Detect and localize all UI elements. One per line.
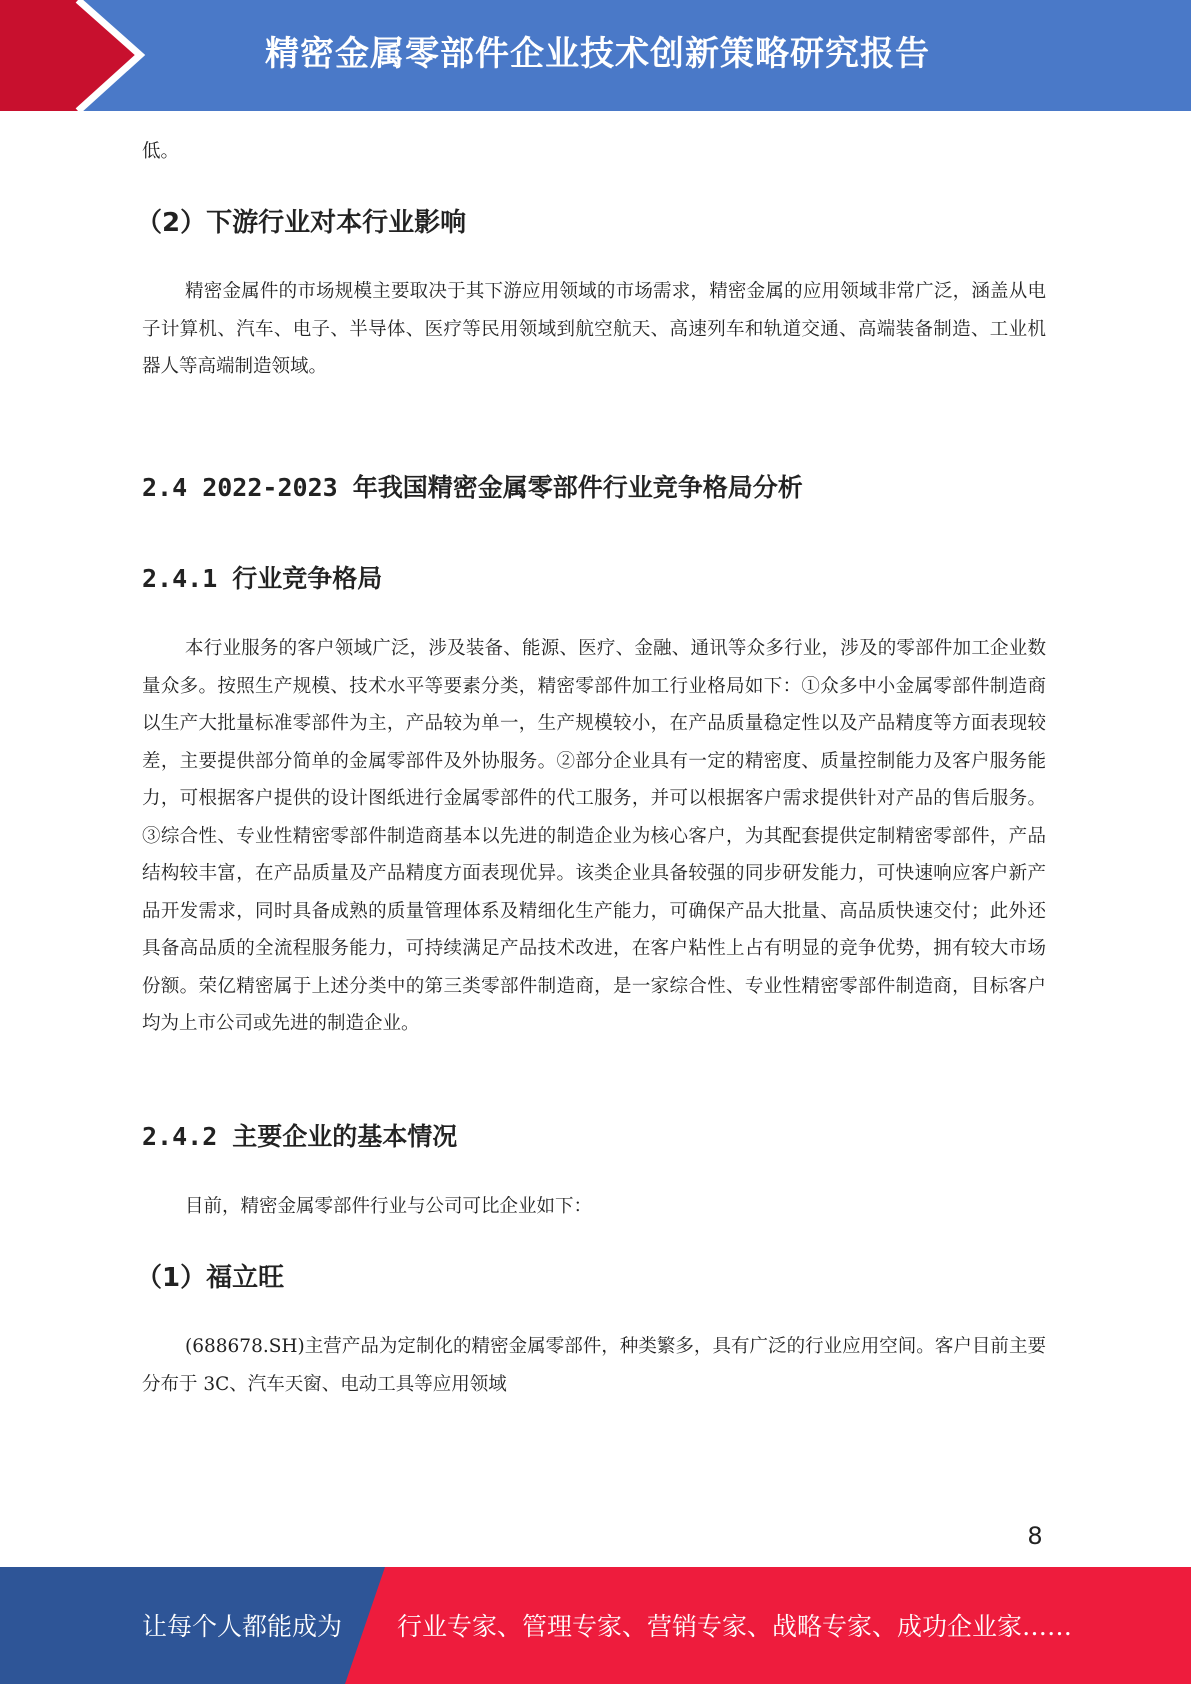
paragraph-competition-landscape: 本行业服务的客户领域广泛，涉及装备、能源、医疗、金融、通讯等众多行业，涉及的零部件加工企业数量众多。按照生产规模、技术水平等要素分类，精密零部件加工行业格局如下：①众多中小金属零部件制造商以生产大批量标准零部件为主，产品较为单一，生产规模较小，在产品质量稳定性以及产品精度等方面表现较差，主要提供部分简单的金属零部件及外协服务。②部分企业具有一定的精密度、质量控制能力及客户服务能力，可根据客户提供的设计图纸进行金属零部件的代工服务，并可以根据客户需求提供针对产品的售后服务。③综合性、专业性精密零部件制造商基本以先进的制造企业为核心客户，为其配套提供定制精密零部件，产品结构较丰富，在产品质量及产品精度方面表现优异。该类企业具备较强的同步研发能力，可快速响应客户新产品开发需求，同时具备成熟的质量管理体系及精细化生产能力，可确保产品大批量、高品质快速交付；此外还具备高品质的全流程服务能力，可持续满足产品技术改进，在客户粘性上占有明显的竞争优势，拥有较大市场份额。荣亿精密属于上述分类中的第三类零部件制造商，是一家综合性、专业性精密零部件制造商，目标客户均为上市公司或先进的制造企业。 [142, 638, 1046, 1034]
subheading-fulianwang: （1）福立旺 [136, 1263, 285, 1293]
report-title: 精密金属零部件企业技术创新策略研究报告 [265, 34, 930, 74]
page-number: 8 [1027, 1522, 1043, 1550]
paragraph-comparable-companies: 目前，精密金属零部件行业与公司可比企业如下： [185, 1196, 593, 1217]
section-heading-2-4-1: 2.4.1 行业竞争格局 [142, 564, 383, 593]
footer-banner [0, 1567, 1191, 1684]
footer-slogan-left: 让每个人都能成为 [142, 1612, 343, 1641]
subheading-downstream-impact: （2）下游行业对本行业影响 [136, 208, 467, 238]
paragraph-fulianwang: (688678.SH)主营产品为定制化的精密金属零部件，种类繁多，具有广泛的行业应用空间。客户目前主要分布于 3C、汽车天窗、电动工具等应用领域 [142, 1336, 1046, 1395]
continued-text: 低。 [142, 141, 180, 162]
paragraph-downstream-impact: 精密金属件的市场规模主要取决于其下游应用领域的市场需求，精密金属的应用领域非常广泛，涵盖从电子计算机、汽车、电子、半导体、医疗等民用领域到航空航天、高速列车和轨道交通、高端装备制造、工业机器人等高端制造领域。 [142, 281, 1046, 377]
header-banner [0, 0, 1191, 111]
section-heading-2-4: 2.4 2022-2023 年我国精密金属零部件行业竞争格局分析 [142, 473, 803, 502]
footer-slogan-right: 行业专家、管理专家、营销专家、战略专家、成功企业家…… [397, 1612, 1073, 1641]
section-heading-2-4-2: 2.4.2 主要企业的基本情况 [142, 1122, 458, 1151]
